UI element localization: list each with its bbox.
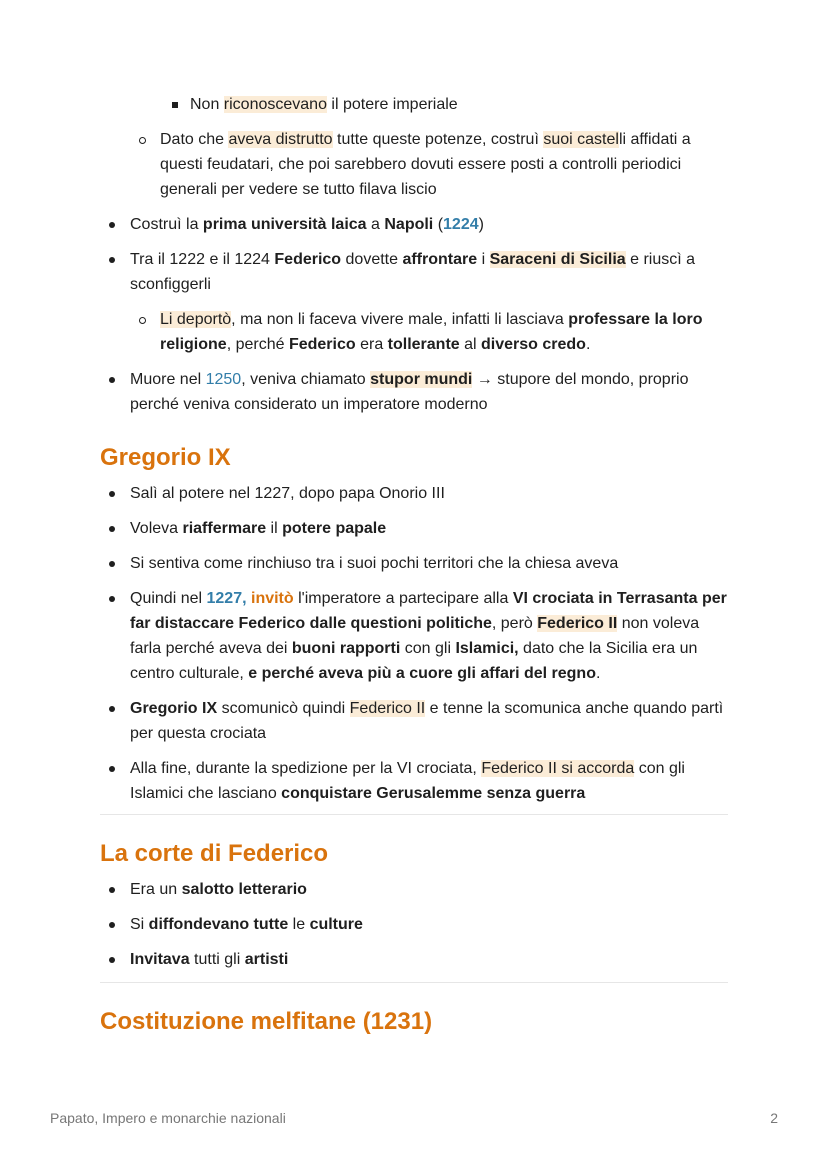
footer-doc-title: Papato, Impero e monarchie nazionali — [50, 1110, 286, 1126]
gregorio-list — [100, 481, 728, 806]
section-divider — [100, 982, 728, 983]
list-item: Gregorio IX scomunicò quindi Federico II e tenne la scomunica anche quando partì per questa crociata — [100, 696, 728, 746]
list-item: Salì al potere nel 1227, dopo papa Onorio III — [100, 481, 728, 506]
list-item: Si sentiva come rinchiuso tra i suoi pochi territori che la chiesa aveva — [100, 551, 728, 576]
section-heading-corte: La corte di Federico — [100, 840, 329, 867]
page-number: 2 — [770, 1110, 778, 1126]
section-heading-costituzione: Costituzione melfitane (1231) — [100, 1008, 433, 1035]
list-item: Era un salotto letterario — [100, 877, 728, 902]
section-divider — [100, 814, 728, 815]
list-item: Non riconoscevano il potere imperiale — [160, 92, 728, 117]
section-heading-gregorio: Gregorio IX — [100, 444, 231, 471]
list-item: Quindi nel 1227, invitò l'imperatore a partecipare alla VI crociata in Terrasanta per far distaccare Federico dalle questioni politiche, però Federico II non voleva farla perché aveva dei buoni rapporti con gli Islamici, dato che la Sicilia era un centro culturale, e perché aveva più a cuore gli affari del regno. — [100, 586, 728, 686]
intro-list — [100, 92, 728, 417]
arrow-icon: → — [472, 371, 498, 388]
list-item: Voleva riaffermare il potere papale — [100, 516, 728, 541]
list-item: Alla fine, durante la spedizione per la VI crociata, Federico II si accorda con gli Islamici che lasciano conquistare Gerusalemme senza guerra — [100, 756, 728, 806]
document-body — [100, 92, 728, 1037]
list-item: Muore nel 1250, veniva chiamato stupor mundi → stupore del mondo, proprio perché veniva considerato un imperatore moderno — [100, 367, 728, 417]
list-item: Si diffondevano tutte le culture — [100, 912, 728, 937]
list-item: Invitava tutti gli artisti — [100, 947, 728, 972]
list-item: Tra il 1222 e il 1224 Federico dovette affrontare i Saraceni di Sicilia e riuscì a sconfiggerli Li deportò, ma non li faceva vivere male, infatti li lasciava professare la loro religione, perché Federico era tollerante al diverso credo. — [100, 247, 728, 357]
list-item: Costruì la prima università laica a Napoli (1224) — [100, 212, 728, 237]
list-item: Dato che aveva distrutto tutte queste potenze, costruì suoi castelli affidati a questi feudatari, che poi sarebbero dovuti essere posti a controlli periodici generali per vedere se tutto filava liscio — [130, 127, 728, 202]
list-item: Li deportò, ma non li faceva vivere male, infatti li lasciava professare la loro religione, perché Federico era tollerante al diverso credo. — [130, 307, 728, 357]
corte-list — [100, 877, 728, 972]
